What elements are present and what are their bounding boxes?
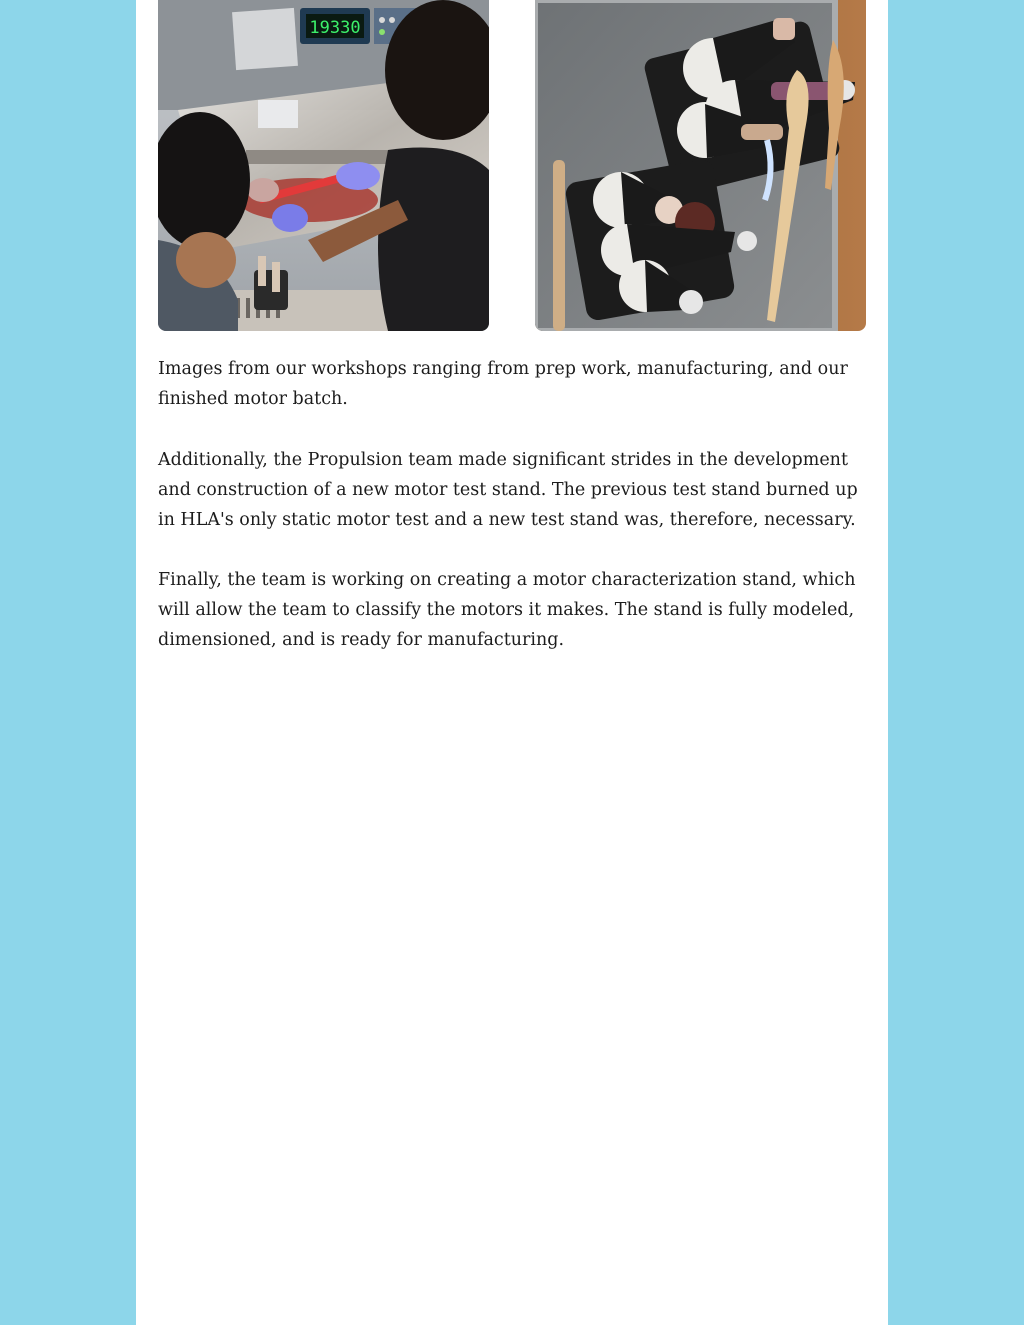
motor-batch-photo	[535, 0, 866, 331]
photo-caption: Images from our workshops ranging from prep work, manufacturing, and our finished motor batch.	[158, 359, 848, 409]
article-page	[136, 0, 888, 1325]
workshop-photo	[158, 0, 489, 331]
characterization-paragraph: Finally, the team is working on creating a motor characterization stand, which will allow the team to classify the motors it makes. The stand is fully modeled, dimensioned, and is ready for manufacturing.	[158, 570, 856, 650]
display-readout: 19330	[309, 18, 361, 38]
test-stand-paragraph: Additionally, the Propulsion team made significant strides in the development and construction of a new motor test stand. The previous test stand burned up in HLA's only static motor test and a new test stand was, therefore, necessary.	[158, 450, 858, 530]
